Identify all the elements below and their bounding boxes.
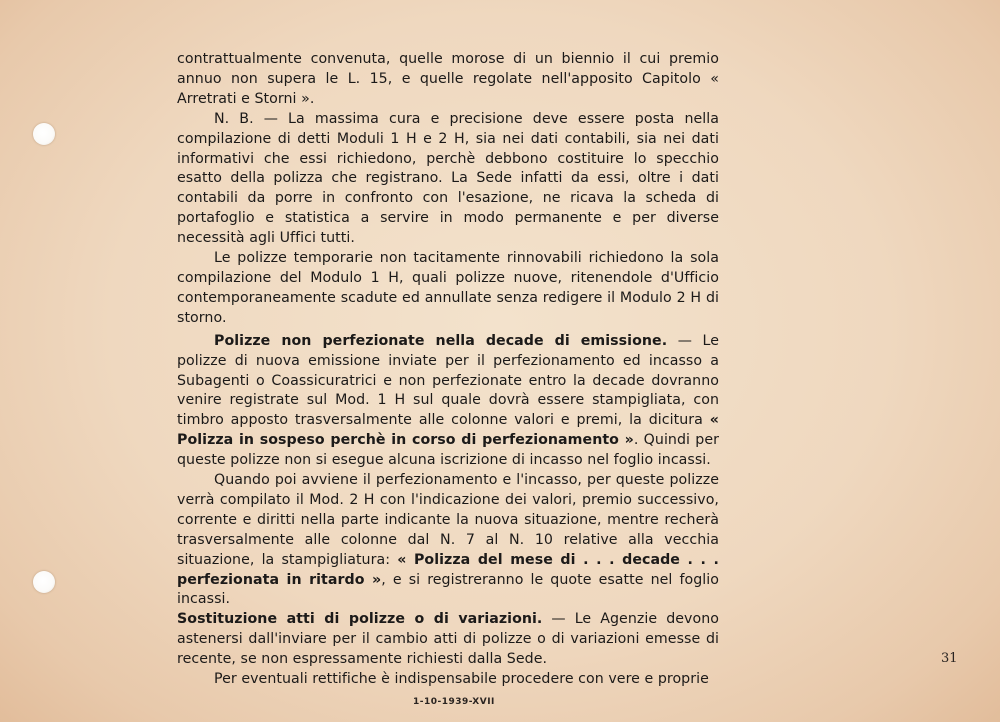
section-heading: Polizze non perfezionate nella decade di emissione. — [214, 332, 668, 349]
footer-date: 1-10-1939-XVII — [413, 697, 495, 707]
text-segment: Per eventuali rettifiche è indispensabile procedere con vere e proprie — [214, 671, 709, 688]
paragraph — [177, 249, 719, 329]
paragraph — [177, 50, 719, 110]
bold-phrase: « Polizza del mese di . . . decade . . . perfezionata in ritardo » — [177, 551, 719, 588]
text-segment: Quando poi avviene il perfezionamento e l'incasso, per queste polizze verrà compilato il Mod. 2 H con l'indicazione dei valori, premio successivo, corrente e diritti nella parte indicante la nuova situazione, mentre recherà trasversalmente alle colonne dal N. 7 al N. 10 relative alla vecchia situazione, la stampigliatura: — [177, 472, 719, 568]
bold-phrase: « Polizza in sospeso perchè in corso di perfezionamento » — [177, 412, 719, 449]
text-segment: — Le Agenzie devono astenersi dall'inviare per il cambio atti di polizze o di variazioni emesse di recente, se non espressamente richiesti dalla Sede. — [177, 611, 719, 668]
paragraph — [177, 332, 719, 471]
page-number: 31 — [941, 651, 958, 666]
paragraph — [177, 610, 719, 670]
paragraph — [177, 670, 719, 690]
text-segment: — Le polizze di nuova emissione inviate per il perfezionamento ed incasso a Subagenti o Coassicuratrici e non perfezionate entro la decade dovranno venire registrate sul Mod. 1 H sul quale dovrà essere stampigliata, con timbro apposto trasversalmente alle colonne valori e premi, la dicitura — [177, 332, 720, 429]
text-segment: . Quindi per queste polizze non si esegue alcuna iscrizione di incasso nel foglio incassi. — [177, 432, 719, 469]
text-segment: , e si registreranno le quote esatte nel foglio incassi. — [177, 571, 720, 608]
paragraph — [177, 110, 719, 249]
section-heading: Sostituzione atti di polizze o di variazioni. — [177, 611, 543, 628]
paragraph — [177, 471, 719, 610]
text-segment: N. B. — La massima cura e precisione deve essere posta nella compilazione di detti Moduli 1 H e 2 H, sia nei dati contabili, sia nei dati informativi che essi richiedono, perchè debbono costituire lo specchio esatto della polizza che registrano. La Sede infatti da essi, oltre i dati contabili da porre in confronto con l'esazione, ne ricava la scheda di portafoglio e statistica a servire in modo permanente e per diverse necessità agli Uffici tutti. — [177, 110, 719, 247]
text-segment: Le polizze temporarie non tacitamente rinnovabili richiedono la sola compilazione del Modulo 1 H, quali polizze nuove, ritenendole d'Ufficio contemporaneamente scadute ed annullate senza redigere il Modulo 2 H di storno. — [177, 250, 719, 326]
text-segment: contrattualmente convenuta, quelle morose di un biennio il cui premio annuo non supera le L. 15, e quelle regolate nell'apposito Capitolo « Arretrati e Storni ». — [177, 51, 719, 107]
punch-hole-bottom — [33, 571, 55, 593]
punch-hole-top — [33, 123, 55, 145]
body-text — [177, 50, 719, 690]
